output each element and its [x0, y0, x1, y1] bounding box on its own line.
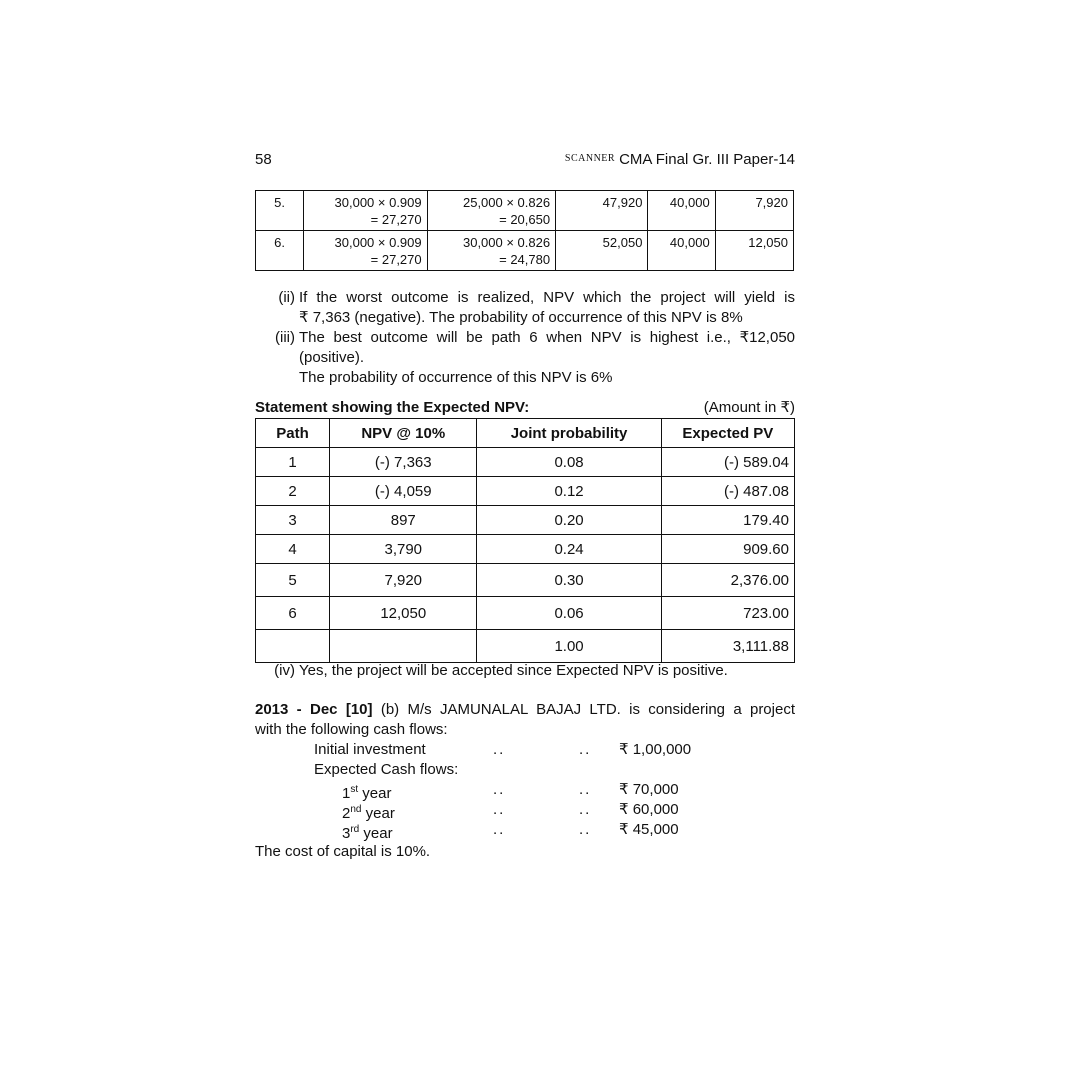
header-joint-probability: Joint probability: [477, 419, 661, 448]
text-line: (positive).: [299, 349, 365, 366]
total-pv-cell: 52,050: [556, 231, 648, 271]
year-row: [255, 780, 795, 800]
probability-cell: 0.06: [477, 597, 661, 630]
point-text: [299, 328, 795, 388]
path-cell: 1: [256, 448, 330, 477]
formula: 25,000 × 0.826: [462, 195, 551, 210]
point-label: (ii): [278, 289, 295, 306]
point-label: (iii): [275, 329, 295, 346]
text-line: If the worst outcome is realized, NPV which the project will yield is: [299, 289, 795, 306]
table-row: [256, 597, 795, 630]
expected-pv-cell: 179.40: [661, 506, 794, 535]
total-expected-pv-cell: 3,111.88: [661, 630, 794, 663]
text-line: The best outcome will be path 6 when NPV is highest i.e., ₹12,050: [299, 329, 795, 346]
point-text: [299, 661, 795, 681]
expected-pv-cell: 2,376.00: [661, 564, 794, 597]
table-row: [256, 564, 795, 597]
text-line: The probability of occurrence of this NPV is 6%: [299, 369, 613, 386]
result: = 27,270: [370, 212, 422, 227]
expected-cash-flows-label: Expected Cash flows:: [314, 761, 459, 778]
cost-of-capital: The cost of capital is 10%.: [255, 843, 431, 860]
page-header: [255, 150, 795, 170]
probability-cell: 0.08: [477, 448, 661, 477]
header-right: [565, 151, 795, 168]
expected-pv-cell: (-) 589.04: [661, 448, 794, 477]
expected-pv-cell: 723.00: [661, 597, 794, 630]
leader-dots: ..: [493, 741, 506, 758]
probability-cell: 0.30: [477, 564, 661, 597]
document-page: [255, 0, 795, 1080]
point-text: [299, 288, 795, 328]
header-npv: NPV @ 10%: [330, 419, 477, 448]
text-line: [255, 700, 795, 720]
expected-pv-cell: (-) 487.08: [661, 477, 794, 506]
investment-cell: 40,000: [648, 231, 715, 271]
result: = 20,650: [499, 212, 551, 227]
year-label: 2nd year: [342, 804, 395, 822]
page-number: 58: [255, 151, 272, 168]
table-row: [256, 448, 795, 477]
path-cell: 5: [256, 564, 330, 597]
question-text: [255, 700, 795, 740]
total-row: [256, 630, 795, 663]
probability-cell: 0.12: [477, 477, 661, 506]
point-ii: [255, 288, 795, 328]
question-reference: 2013 - Dec [10]: [255, 701, 373, 718]
path-cell: 2: [256, 477, 330, 506]
path-calculation-table: [255, 190, 794, 271]
leader-dots: ..: [579, 741, 592, 758]
point-iv: [255, 661, 795, 681]
formula: 30,000 × 0.909: [334, 235, 422, 250]
npv-cell: 7,920: [330, 564, 477, 597]
npv-cell: 897: [330, 506, 477, 535]
path-cell: 5.: [256, 191, 304, 231]
npv-cell: 3,790: [330, 535, 477, 564]
year2-pv-cell: [427, 191, 555, 231]
expected-pv-cell: 909.60: [661, 535, 794, 564]
empty-cell: [256, 630, 330, 663]
npv-cell: 12,050: [715, 231, 793, 271]
text-line: Yes, the project will be accepted since Expected NPV is positive.: [299, 662, 728, 679]
initial-investment-label: Initial investment: [314, 741, 426, 758]
probability-cell: 0.20: [477, 506, 661, 535]
npv-cell: 12,050: [330, 597, 477, 630]
leader-dots: ..: [579, 821, 592, 838]
path-cell: 6: [256, 597, 330, 630]
year2-pv-cell: [427, 231, 555, 271]
book-title: CMA Final Gr. III Paper-14: [619, 151, 795, 168]
year-value: ₹ 70,000: [619, 781, 679, 798]
table-row: [256, 535, 795, 564]
probability-cell: 0.24: [477, 535, 661, 564]
result: = 24,780: [499, 252, 551, 267]
scanner-logo: SCANNER: [564, 153, 616, 164]
question-intro: (b) M/s JAMUNALAL BAJAJ LTD. is considering a project: [380, 701, 795, 718]
point-iii: [255, 328, 795, 388]
table-row: [256, 191, 794, 231]
amount-note: (Amount in ₹): [703, 399, 795, 416]
table-row: [256, 477, 795, 506]
leader-dots: ..: [579, 801, 592, 818]
result: = 27,270: [370, 252, 422, 267]
initial-investment-value: ₹ 1,00,000: [619, 741, 692, 758]
empty-cell: [330, 630, 477, 663]
text-line: with the following cash flows:: [255, 721, 448, 738]
table-row: [256, 231, 794, 271]
npv-cell: (-) 7,363: [330, 448, 477, 477]
leader-dots: ..: [493, 821, 506, 838]
expected-cash-flows-row: [255, 760, 795, 780]
path-cell: 3: [256, 506, 330, 535]
year-value: ₹ 60,000: [619, 801, 679, 818]
investment-cell: 40,000: [648, 191, 715, 231]
initial-investment-row: [255, 740, 795, 760]
formula: 30,000 × 0.909: [334, 195, 422, 210]
year-value: ₹ 45,000: [619, 821, 679, 838]
text-line: ₹ 7,363 (negative). The probability of occurrence of this NPV is 8%: [299, 309, 743, 326]
year-row: [255, 800, 795, 820]
header-expected-pv: Expected PV: [661, 419, 794, 448]
formula: 30,000 × 0.826: [462, 235, 551, 250]
year-label: 1st year: [342, 784, 392, 802]
statement-heading: [255, 398, 795, 418]
table-row: [256, 506, 795, 535]
statement-title: Statement showing the Expected NPV:: [255, 399, 530, 416]
year1-pv-cell: [304, 231, 427, 271]
year-label: 3rd year: [342, 824, 393, 842]
npv-cell: 7,920: [715, 191, 793, 231]
leader-dots: ..: [493, 781, 506, 798]
table-header-row: [256, 419, 795, 448]
year-row: [255, 820, 795, 840]
leader-dots: ..: [579, 781, 592, 798]
npv-cell: (-) 4,059: [330, 477, 477, 506]
point-label: (iv): [274, 662, 295, 679]
total-probability-cell: 1.00: [477, 630, 661, 663]
header-path: Path: [256, 419, 330, 448]
expected-npv-table: [255, 418, 795, 663]
path-cell: 4: [256, 535, 330, 564]
path-cell: 6.: [256, 231, 304, 271]
total-pv-cell: 47,920: [556, 191, 648, 231]
leader-dots: ..: [493, 801, 506, 818]
year1-pv-cell: [304, 191, 427, 231]
